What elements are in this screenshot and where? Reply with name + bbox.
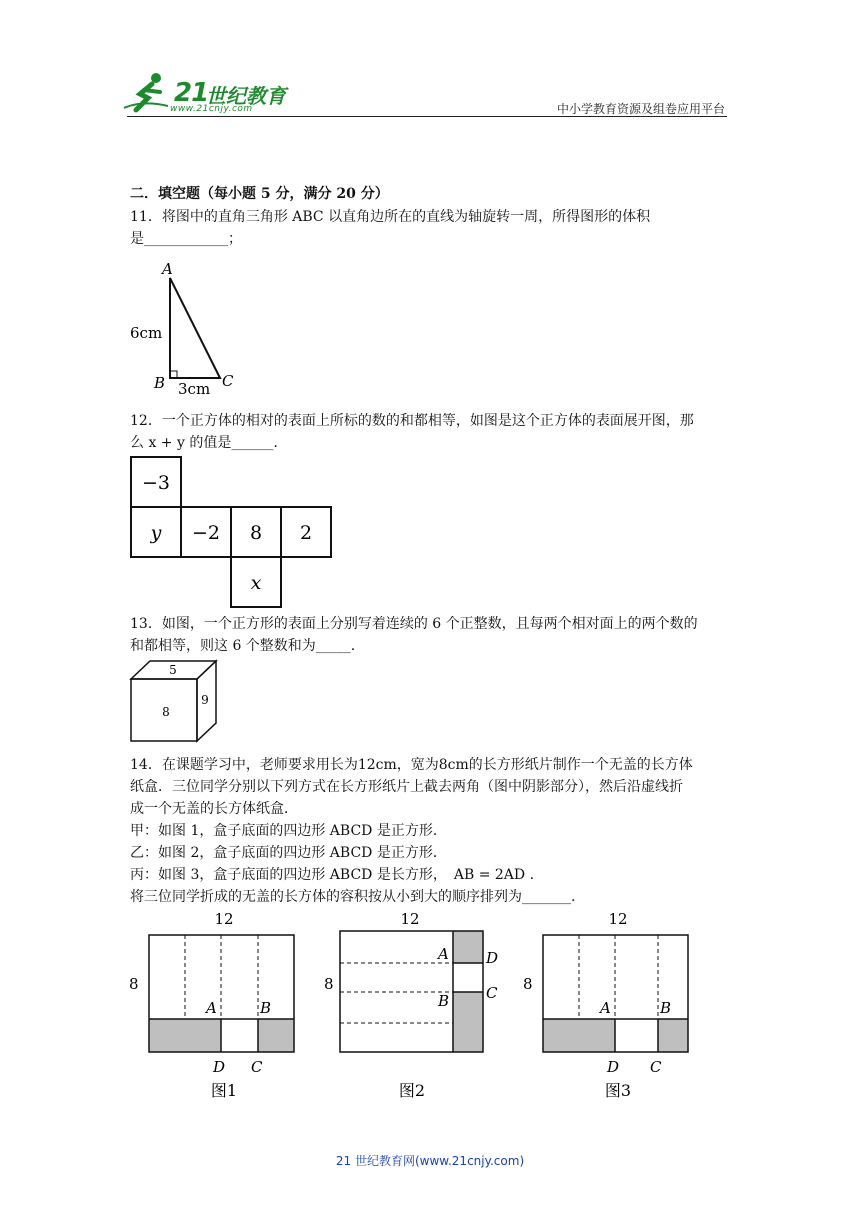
fig2-label-c: C (486, 984, 498, 1002)
header-tagline: 中小学教育资源及组卷应用平台 (556, 102, 725, 116)
fig1-shade-right (258, 1019, 294, 1052)
q14-figure-2 (320, 906, 510, 1102)
q12-line2: 么 x + y 的值是______. (130, 435, 278, 451)
net-value-bottom: x (250, 572, 262, 594)
q14-yi: 乙：如图 2，盒子底面的四边形 ABCD 是正方形． (130, 845, 447, 861)
fig3-label-b: B (660, 999, 672, 1017)
net-value-2: −2 (191, 522, 221, 544)
site-logo (122, 66, 302, 118)
label-side-ab: 6cm (130, 324, 163, 342)
fig3-caption: 图3 (604, 1081, 632, 1100)
q14-line1: 14．在课题学习中，老师要求用长为12cm，宽为8cm的长方形纸片制作一个无盖的长方体 (130, 757, 693, 773)
q11-line2: 是____________； (130, 231, 242, 247)
section-title: 二．填空题（每小题 5 分，满分 20 分） (130, 186, 389, 202)
fig1-label-b: B (260, 999, 272, 1017)
label-c: C (222, 372, 234, 390)
logo-number: 21 (174, 78, 209, 108)
fig1-caption: 图1 (210, 1081, 238, 1100)
fig3-label-a: A (600, 999, 611, 1017)
fig2-height: 8 (324, 975, 334, 993)
fig2-label-b: B (438, 992, 450, 1010)
q13-cube-figure (128, 658, 220, 744)
fig3-height: 8 (523, 975, 533, 993)
fig2-label-a: A (438, 945, 449, 963)
fig1-width: 12 (214, 910, 234, 928)
cube-right-value: 9 (201, 693, 209, 707)
fig2-width: 12 (400, 910, 420, 928)
q11-triangle-figure (126, 256, 256, 398)
net-value-3: 8 (249, 522, 263, 544)
fig3-label-c: C (650, 1058, 662, 1076)
header-divider (127, 116, 727, 117)
fig1-height: 8 (129, 975, 139, 993)
fig3-shade-right (658, 1019, 688, 1052)
fig1-label-c: C (251, 1058, 263, 1076)
label-side-bc: 3cm (178, 380, 211, 398)
fig1-label-a: A (206, 999, 217, 1017)
fig2-shade-bottom (453, 992, 483, 1052)
q14-line2: 纸盒．三位同学分别以下列方式在长方形纸片上截去两角（图中阴影部分），然后沿虚线折 (130, 779, 683, 795)
triangle-shape (170, 278, 220, 378)
q11-line1: 11．将图中的直角三角形 ABC 以直角边所在的直线为轴旋转一周，所得图形的体积 (130, 209, 651, 225)
q14-figure-1 (126, 906, 306, 1102)
label-a: A (162, 260, 173, 278)
runner-logo-icon (122, 70, 172, 114)
q14-ask: 将三位同学折成的无盖的长方体的容积按从小到大的顺序排列为_______. (130, 889, 576, 905)
fig3-width: 12 (608, 910, 628, 928)
fig1-label-d: D (213, 1058, 226, 1076)
right-angle-mark (170, 371, 177, 378)
fig2-caption: 图2 (398, 1081, 426, 1100)
q14-bing: 丙：如图 3，盒子底面的四边形 ABCD 是长方形， AB = 2AD . (130, 867, 535, 883)
fig1-shade-left (149, 1019, 221, 1052)
q13-line1: 13．如图，一个正方形的表面上分别写着连续的 6 个正整数，且每两个相对面上的两个数的 (130, 616, 698, 632)
net-value-top: −3 (141, 472, 171, 494)
logo-title: 世纪教育 (206, 84, 286, 108)
fig3-label-d: D (607, 1058, 620, 1076)
footer-link[interactable]: 21 世纪教育网(www.21cnjy.com) (335, 1154, 525, 1168)
cube-top-value: 5 (169, 663, 177, 677)
net-value-1: y (150, 522, 162, 544)
fig2-shade-top (453, 931, 483, 963)
label-b: B (154, 374, 166, 392)
q14-jia: 甲：如图 1，盒子底面的四边形 ABCD 是正方形． (130, 823, 447, 839)
fig3-shade-left (543, 1019, 615, 1052)
q14-figure-3 (520, 906, 700, 1102)
q13-line2: 和都相等，则这 6 个整数和为_____. (130, 638, 356, 654)
cube-front-value: 8 (162, 705, 170, 719)
fig2-label-d: D (486, 949, 499, 967)
net-value-4: 2 (299, 522, 313, 544)
q12-cube-net (128, 454, 334, 610)
logo-url: www.21cnjy.com (170, 104, 253, 114)
q14-line3: 成一个无盖的长方体纸盒． (130, 801, 298, 817)
q12-line1: 12．一个正方体的相对的表面上所标的数的和都相等，如图是这个正方体的表面展开图，那 (130, 413, 694, 429)
